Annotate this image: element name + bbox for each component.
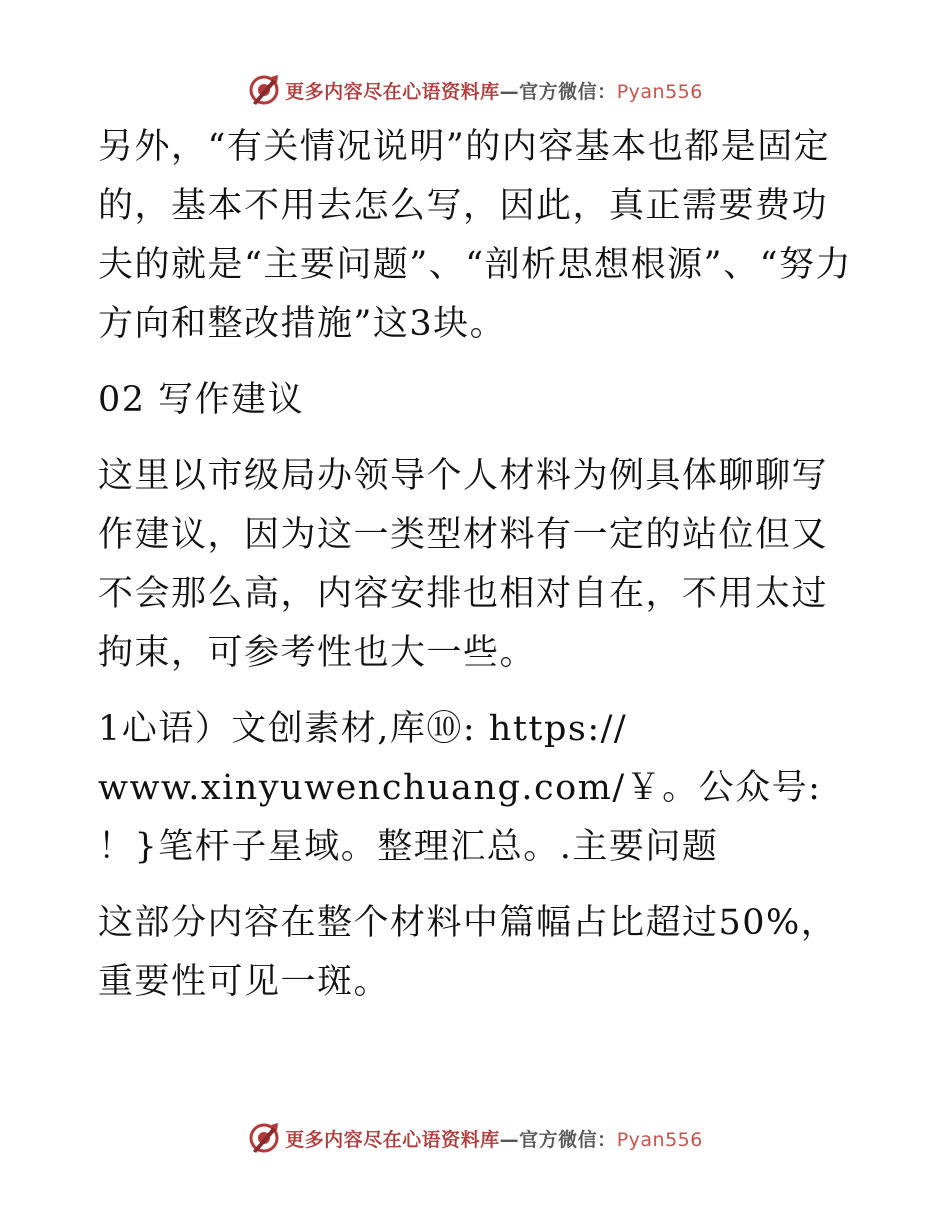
document-body [98,118,858,1029]
paragraph-situation: 另外，“有关情况说明”的内容基本也都是固定的，基本不用去怎么写，因此，真正需要费功夫的就是“主要问题”、“剖析思想根源”、“努力方向和整改措施”这3块。 [98,127,852,344]
footer-banner-main: 更多内容尽在心语资料库 [285,1128,500,1151]
footer-banner-dash: — [499,1128,520,1151]
header-banner-dash: — [499,80,520,103]
header-banner-sub: 官方微信： [519,80,617,103]
footer-banner-sub: 官方微信： [519,1128,617,1151]
paragraph-source-note: 1心语）文创素材,库⑩: https:// www.xinyuwenchuang.com/￥。公众号: ！}笔杆子星域。整理汇总。.主要问题 [98,709,822,867]
footer-banner-id: Pyan556 [616,1128,703,1151]
paragraph-main-problems: 这部分内容在整个材料中篇幅占比超过50%，重要性可见一斑。 [98,903,838,1002]
footer-banner [0,1118,950,1158]
quill-seal-icon [247,1121,281,1155]
header-banner-main: 更多内容尽在心语资料库 [285,80,500,103]
header-banner [0,70,950,110]
quill-seal-icon [247,73,281,107]
paragraph-example: 这里以市级局办领导个人材料为例具体聊聊写作建议，因为这一类型材料有一定的站位但又不会那么高，内容安排也相对自在，不用太过拘束，可参考性也大一些。 [98,456,829,673]
header-banner-text [285,77,703,104]
footer-banner-text [285,1125,703,1152]
section-heading-writing-advice: 02 写作建议 [98,380,305,420]
header-banner-id: Pyan556 [616,80,703,103]
